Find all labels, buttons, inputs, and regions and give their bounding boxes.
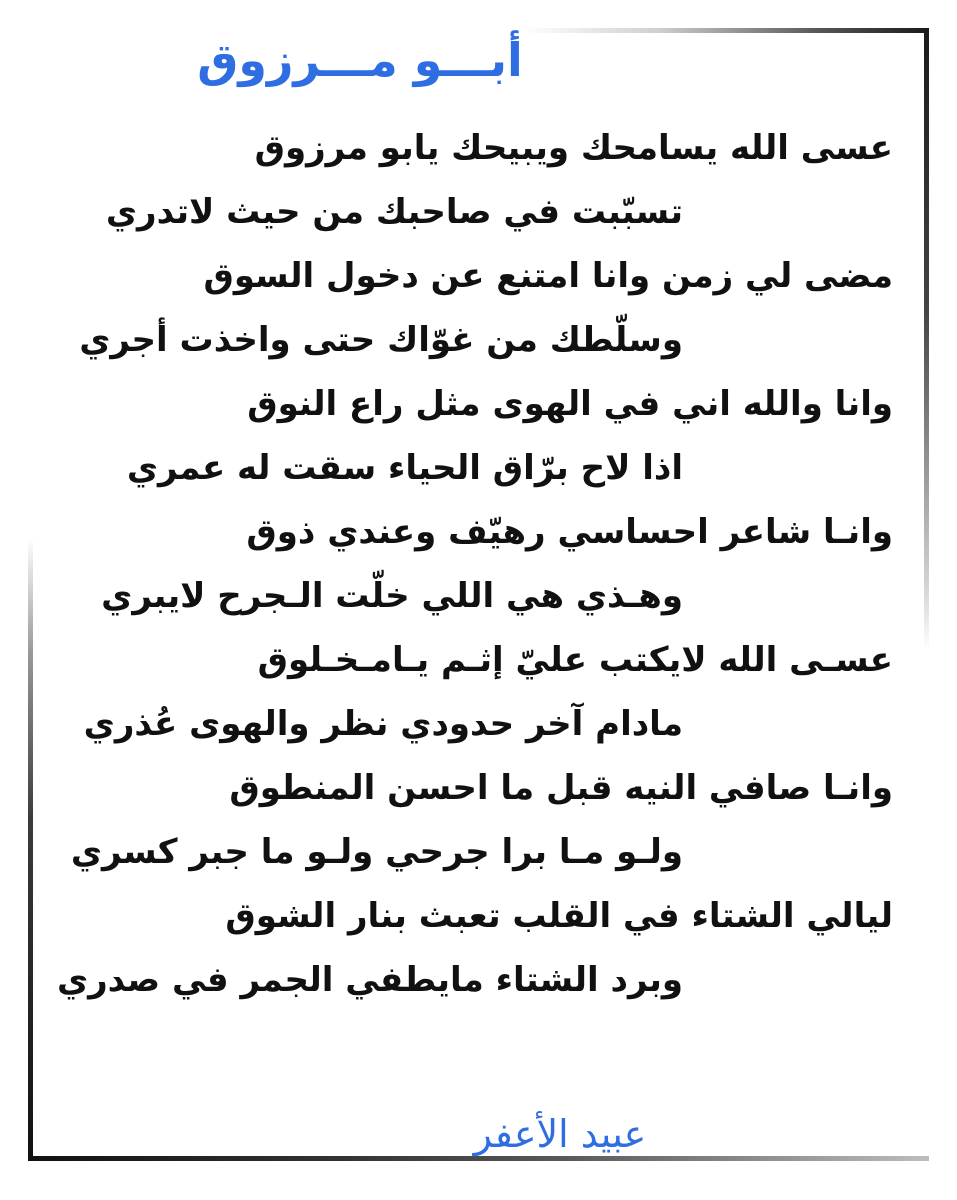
poem-line-7: وانـا شاعر احساسي رهيّف وعندي ذوق — [246, 512, 893, 552]
poem-line-1: عسى الله يسامحك ويبيحك يابو مرزوق — [254, 128, 893, 168]
poem-line-5: وانا والله اني في الهوى مثل راع النوق — [247, 384, 893, 424]
poem-line-2: تسبّبت في صاحبك من حيث لاتدري — [105, 192, 683, 232]
poem-line-3: مضى لي زمن وانا امتنع عن دخول السوق — [203, 256, 893, 296]
poem-line-12: ولـو مـا برا جرحي ولـو ما جبر كسري — [70, 832, 683, 872]
poem-line-9: عسـى الله لايكتب عليّ إثـم يـامـخـلوق — [257, 640, 893, 680]
poem-line-4: وسلّطك من غوّاك حتى واخذت أجري — [79, 320, 683, 360]
frame-right-border — [924, 28, 929, 1161]
poem-line-10: مادام آخر حدودي نظر والهوى عُذري — [83, 704, 683, 744]
frame-left-border — [28, 28, 33, 1161]
poem-line-8: وهـذي هي اللي خلّت الـجرح لايبري — [101, 576, 683, 616]
poem-line-6: اذا لاح برّاق الحياء سقت له عمري — [126, 448, 683, 488]
poem-line-14: وبرد الشتاء مايطفي الجمر في صدري — [56, 960, 683, 1000]
poem-line-11: وانـا صافي النيه قبل ما احسن المنطوق — [229, 768, 893, 808]
poem-title: أبـــو مـــرزوق — [197, 33, 523, 87]
poet-signature: عبيد الأعفر — [473, 1112, 647, 1156]
poem-line-13: ليالي الشتاء في القلب تعبث بنار الشوق — [225, 896, 893, 936]
